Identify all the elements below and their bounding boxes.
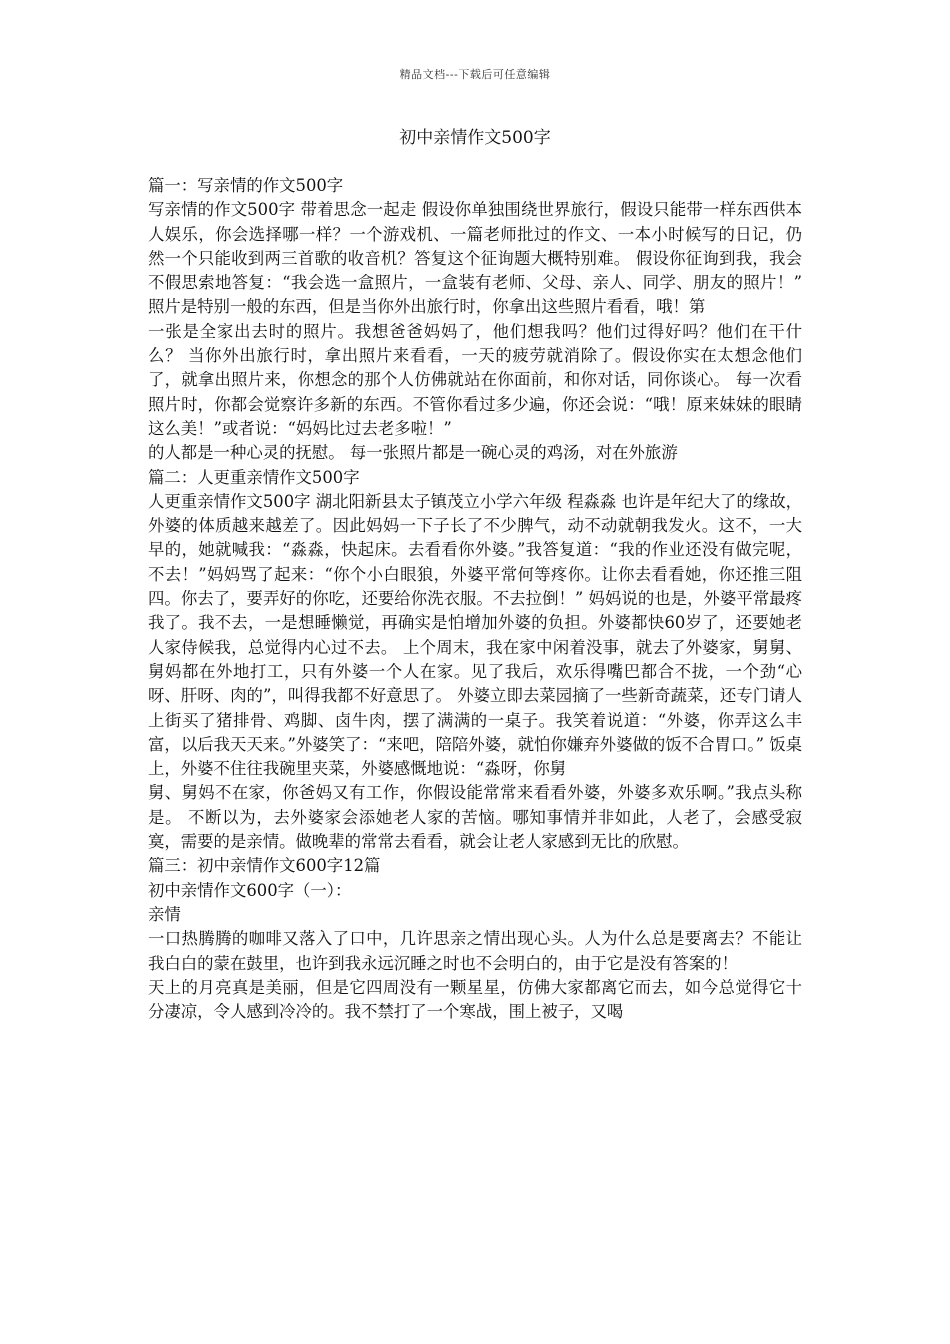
paragraph: 人更重亲情作文500字 湖北阳新县太子镇茂立小学六年级 程淼淼 也许是年纪大了的缘故，外婆的体质越来越差了。因此妈妈一下子长了不少脾气，动不动就朝我发火。这不，一大早的，她就喊我：“淼淼，快起床。去看看你外婆。”我答复道：“我的作业还没有做完呢，不去！”妈妈骂了起来：“你个小白眼狼，外婆平常何等疼你。让你去看看她，你还推三阻四。你去了，要弄好的你吃，还要给你洗衣服。不去拉倒！” 妈妈说的也是，外婆平常最疼我了。我不去，一是想睡懒觉，再确实是怕增加外婆的负担。外婆都快60岁了，还要她老人家侍候我，总觉得内心过不去。 上个周末，我在家中闲着没事，就去了外婆家，舅舅、舅妈都在外地打工，只有外婆一个人在家。见了我后，欢乐得嘴巴都合不拢，一个劲“心呀、肝呀、肉的”，叫得我都不好意思了。 外婆立即去菜园摘了一些新奇蔬菜，还专门请人上街买了猪排骨、鸡脚、卤牛肉，摆了满满的一桌子。我笑着说道：“外婆，你弄这么丰富，以后我天天来。”外婆笑了：“来吧，陪陪外婆，就怕你嫌弃外婆做的饭不合胃口。” 饭桌上，外婆不住往我碗里夹菜，外婆感慨地说：“淼呀，你舅	[148, 491, 802, 779]
section-heading: 篇二：人更重亲情作文500字	[148, 467, 360, 487]
page-header: 精品文档---下载后可任意编辑	[399, 68, 551, 81]
sub-heading: 初中亲情作文600字（一）：	[148, 880, 352, 900]
paragraph: 写亲情的作文500字 带着思念一起走 假设你单独围绕世界旅行，假设只能带一样东西供本人娱乐，你会选择哪一样？一个游戏机、一篇老师批过的作文、一本小时候写的日记，仍然一个只能收到两三首歌的收音机？答复这个征询题大概特别难。 假设你征询到我，我会不假思索地答复：“我会选一盒照片，一盒装有老师、父母、亲人、同学、朋友的照片！” 照片是特别一般的东西，但是当你外出旅行时，你拿出这些照片看看，哦！第	[148, 200, 802, 317]
paragraph: 的人都是一种心灵的抚慰。 每一张照片都是一碗心灵的鸡汤，对在外旅游	[148, 443, 678, 463]
section-heading: 篇三：初中亲情作文600字12篇	[148, 856, 381, 876]
paragraph: 舅、舅妈不在家，你爸妈又有工作，你假设能常常来看看外婆，外婆多欢乐啊。”我点头称是。 不断以为，去外婆家会添她老人家的苦恼。哪知事情并非如此，人老了，会感受寂寞，需要的是亲情。做晚辈的常常去看看，就会让老人家感到无比的欣慰。	[148, 783, 802, 852]
paragraph: 天上的月亮真是美丽，但是它四周没有一颗星星，仿佛大家都离它而去，如今总觉得它十分凄凉，令人感到冷冷的。我不禁打了一个寒战，围上被子，又喝	[148, 977, 802, 1022]
document-body	[148, 174, 802, 1024]
document-title: 初中亲情作文500字	[399, 128, 551, 148]
paragraph: 一口热腾腾的咖啡又落入了口中，几许思亲之情出现心头。人为什么总是要离去？不能让我白白的蒙在鼓里，也许到我永远沉睡之时也不会明白的，由于它是没有答案的！	[148, 929, 802, 973]
section-heading: 篇一：写亲情的作文500字	[148, 176, 344, 195]
paragraph: 一张是全家出去时的照片。我想爸爸妈妈了，他们想我吗？他们过得好吗？他们在干什么？ 当你外出旅行时，拿出照片来看看，一天的疲劳就消除了。假设你实在太想念他们了，就拿出照片来，你想念的那个人仿佛就站在你面前，和你对话，同你谈心。 每一次看照片时，你都会觉察许多新的东西。不管你看过多少遍，你还会说：“哦！原来妹妹的眼睛这么美！”或者说：“妈妈比过去老多啦！”	[148, 321, 802, 438]
essay-title: 亲情	[148, 904, 181, 924]
